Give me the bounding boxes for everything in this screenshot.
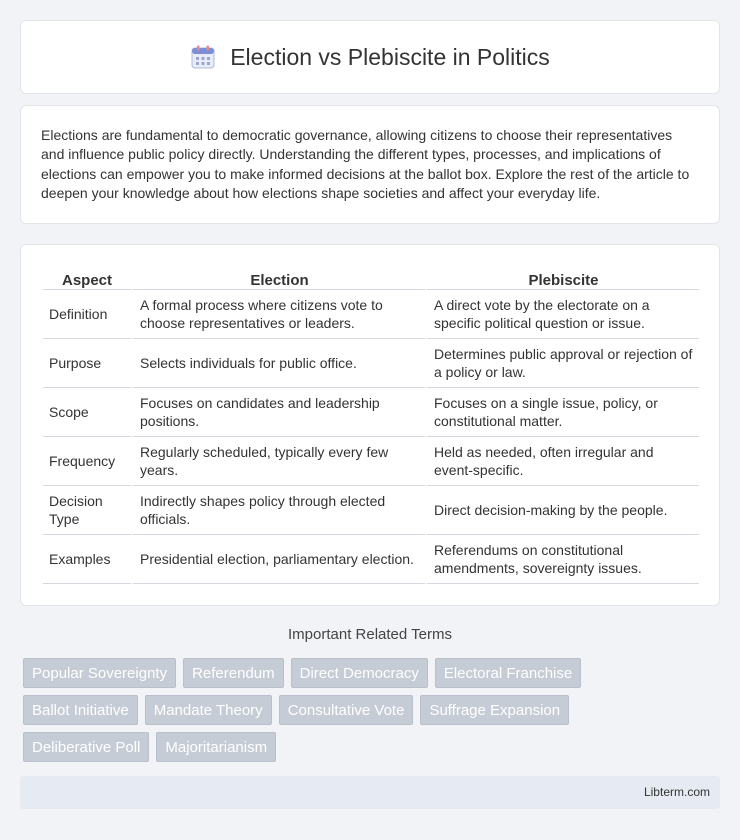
comparison-card bbox=[20, 244, 720, 606]
plebiscite-cell: Referendums on constitutional amendments, sovereignty issues. bbox=[425, 535, 699, 584]
plebiscite-cell: Focuses on a single issue, policy, or constitutional matter. bbox=[425, 388, 699, 437]
calendar-icon bbox=[190, 44, 216, 70]
aspect-cell: Decision Type bbox=[43, 486, 131, 535]
aspect-cell: Scope bbox=[43, 388, 131, 437]
intro-card bbox=[20, 105, 720, 224]
table-row bbox=[43, 339, 699, 388]
aspect-cell: Frequency bbox=[43, 437, 131, 486]
related-terms-title: Important Related Terms bbox=[288, 626, 452, 643]
plebiscite-cell: Held as needed, often irregular and event-specific. bbox=[425, 437, 699, 486]
tag-suffrage-expansion[interactable]: Suffrage Expansion bbox=[420, 695, 569, 725]
intro-text: Elections are fundamental to democratic governance, allowing citizens to choose their representatives and influence public policy directly. Understanding the different types, processes, and implications of elections can empower you to make informed decisions at the ballot box. Explore the rest of the article to deepen your knowledge about how elections shape societies and affect your everyday life. bbox=[41, 127, 690, 201]
tag-row bbox=[23, 658, 723, 688]
tag-mandate-theory[interactable]: Mandate Theory bbox=[145, 695, 272, 725]
election-cell: Focuses on candidates and leadership positions. bbox=[131, 388, 425, 437]
tag-direct-democracy[interactable]: Direct Democracy bbox=[291, 658, 428, 688]
plebiscite-cell: A direct vote by the electorate on a specific political question or issue. bbox=[425, 290, 699, 339]
tag-electoral-franchise[interactable]: Electoral Franchise bbox=[435, 658, 581, 688]
tag-popular-sovereignty[interactable]: Popular Sovereignty bbox=[23, 658, 176, 688]
table-header-row bbox=[43, 265, 699, 290]
election-cell: A formal process where citizens vote to choose representatives or leaders. bbox=[131, 290, 425, 339]
header-card bbox=[20, 20, 720, 94]
election-cell: Selects individuals for public office. bbox=[131, 339, 425, 388]
table-row bbox=[43, 437, 699, 486]
aspect-cell: Examples bbox=[43, 535, 131, 584]
aspect-cell: Purpose bbox=[43, 339, 131, 388]
comparison-table bbox=[43, 265, 699, 584]
table-row bbox=[43, 290, 699, 339]
aspect-cell: Definition bbox=[43, 290, 131, 339]
plebiscite-cell: Determines public approval or rejection of a policy or law. bbox=[425, 339, 699, 388]
footer-site-link[interactable]: Libterm.com bbox=[643, 785, 710, 799]
header-plebiscite: Plebiscite bbox=[425, 265, 699, 290]
header-election: Election bbox=[131, 265, 425, 290]
tag-majoritarianism[interactable]: Majoritarianism bbox=[156, 732, 276, 762]
table-row bbox=[43, 486, 699, 535]
tag-ballot-initiative[interactable]: Ballot Initiative bbox=[23, 695, 138, 725]
tag-deliberative-poll[interactable]: Deliberative Poll bbox=[23, 732, 149, 762]
footer bbox=[20, 776, 720, 809]
table-row bbox=[43, 388, 699, 437]
tag-row bbox=[23, 695, 723, 725]
election-cell: Presidential election, parliamentary election. bbox=[131, 535, 425, 584]
election-cell: Indirectly shapes policy through elected officials. bbox=[131, 486, 425, 535]
header-aspect: Aspect bbox=[43, 265, 131, 290]
related-terms-list bbox=[23, 658, 723, 769]
plebiscite-cell: Direct decision-making by the people. bbox=[425, 486, 699, 535]
tag-row bbox=[23, 732, 723, 762]
table-row bbox=[43, 535, 699, 584]
tag-consultative-vote[interactable]: Consultative Vote bbox=[279, 695, 414, 725]
tag-referendum[interactable]: Referendum bbox=[183, 658, 284, 688]
election-cell: Regularly scheduled, typically every few years. bbox=[131, 437, 425, 486]
page-title: Election vs Plebiscite in Politics bbox=[230, 43, 550, 70]
